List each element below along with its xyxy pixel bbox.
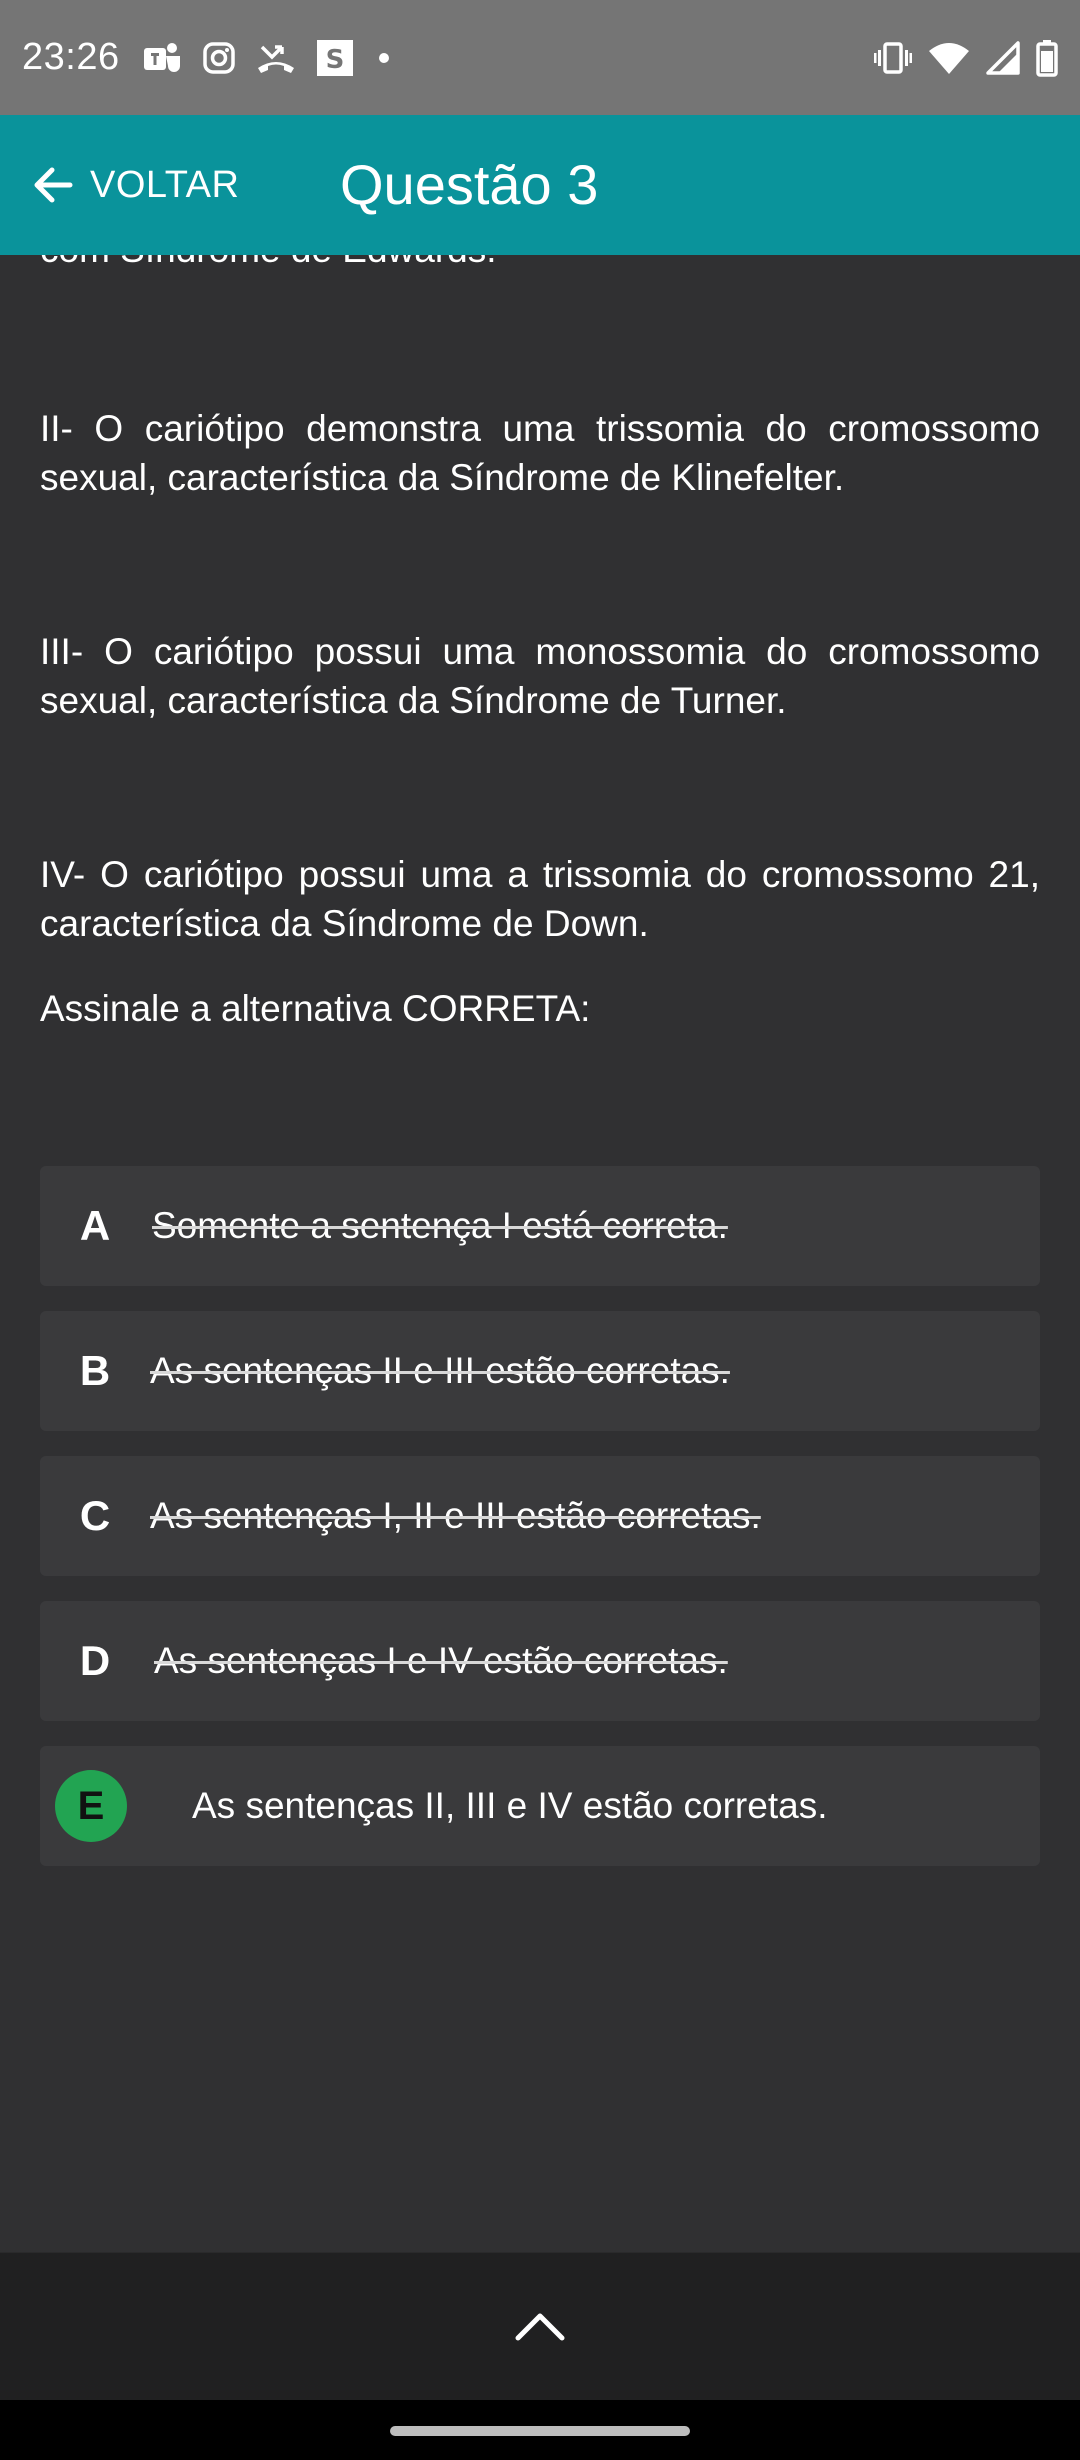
option-text: As sentenças I e IV estão corretas. — [154, 1640, 728, 1681]
selected-badge: E — [55, 1770, 127, 1842]
arrow-left-icon — [30, 162, 76, 208]
teams-icon — [142, 40, 182, 76]
system-icons — [874, 39, 1058, 77]
vibrate-icon — [874, 41, 912, 75]
statement-ii: II- O cariótipo demonstra uma trissomia do cromossomo sexual, característica da Síndrome de Klinefelter. — [40, 408, 1040, 498]
wifi-icon — [928, 41, 970, 75]
question-prompt: Assinale a alternativa CORRETA: — [40, 988, 591, 1029]
signal-icon — [986, 41, 1020, 75]
option-letter: A — [79, 1202, 111, 1249]
option-text: Somente a sentença I está correta. — [152, 1205, 728, 1246]
missed-call-icon — [256, 41, 296, 75]
option-text: As sentenças II e III estão corretas. — [150, 1350, 730, 1391]
home-indicator[interactable] — [390, 2426, 690, 2436]
option-d[interactable] — [40, 1601, 1040, 1721]
option-text: As sentenças II, III e IV estão corretas. — [192, 1785, 828, 1826]
back-label: VOLTAR — [90, 163, 240, 206]
option-c[interactable] — [40, 1456, 1040, 1576]
battery-icon — [1036, 39, 1058, 77]
option-text: As sentenças I, II e III estão corretas. — [150, 1495, 761, 1536]
sheets-icon — [316, 39, 354, 77]
back-button[interactable] — [30, 115, 239, 255]
svg-text:S: S — [325, 44, 344, 75]
option-e[interactable] — [40, 1746, 1040, 1866]
chevron-up-icon[interactable] — [515, 2311, 565, 2341]
statement-iii: III- O cariótipo possui uma monossomia do cromossomo sexual, característica da Síndrome de Turner. — [40, 631, 1040, 721]
bottom-bar — [0, 2252, 1080, 2401]
option-letter: C — [79, 1492, 111, 1539]
dot-icon — [374, 48, 394, 68]
option-a[interactable] — [40, 1166, 1040, 1286]
status-time: 23:26 — [22, 36, 120, 78]
instagram-icon — [202, 41, 236, 75]
statement-iv: IV- O cariótipo possui uma a trissomia do cromossomo 21, característica da Síndrome de Down. — [40, 854, 1040, 944]
option-b[interactable] — [40, 1311, 1040, 1431]
notification-icons — [142, 39, 394, 77]
status-bar — [0, 0, 1080, 115]
page-title: Questão 3 — [340, 153, 599, 216]
option-letter: B — [79, 1347, 111, 1394]
option-letter: D — [79, 1637, 111, 1684]
system-nav-bar — [0, 2400, 1080, 2460]
app-bar — [0, 115, 1080, 255]
